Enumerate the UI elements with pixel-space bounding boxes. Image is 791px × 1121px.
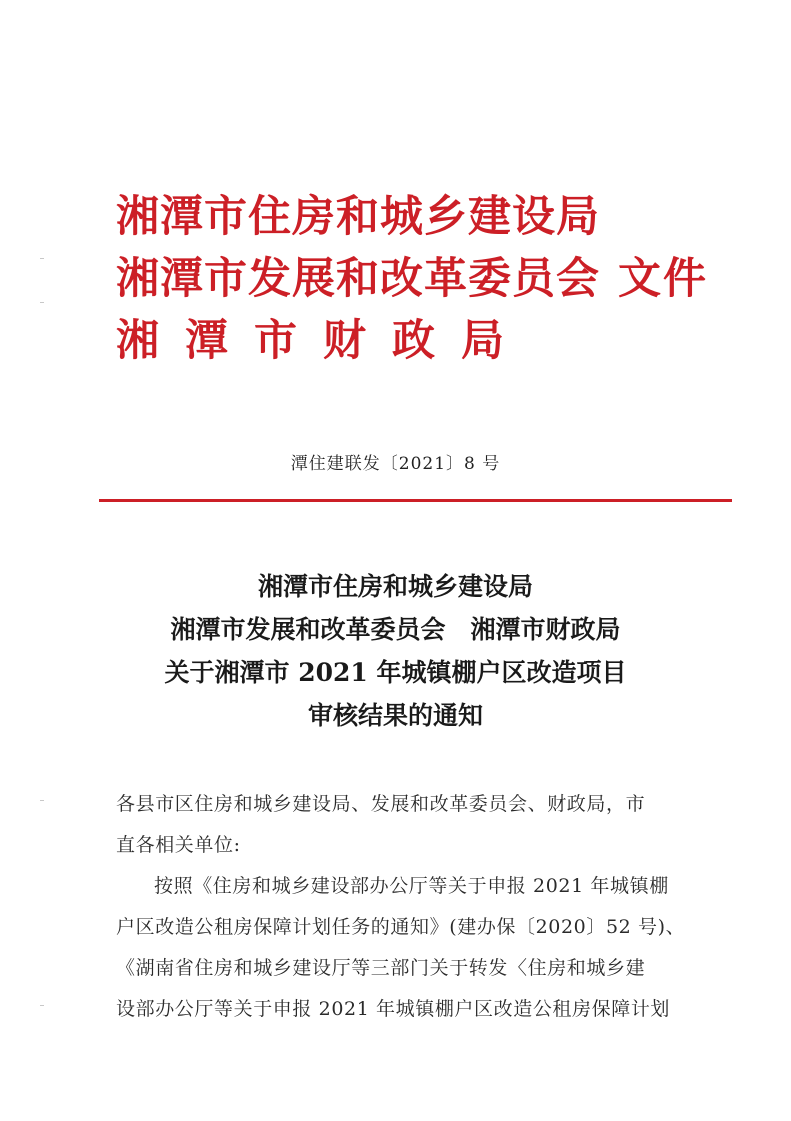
scan-speck: [40, 302, 44, 303]
title-line: 关于湘潭市 2021 年城镇棚户区改造项目: [164, 658, 627, 687]
notice-body: [116, 784, 696, 1030]
issuing-authorities-header: [116, 186, 756, 372]
notice-title: [60, 565, 731, 737]
issuer-line-finance: [116, 310, 756, 372]
issuer-housing-bureau: 湘潭市住房和城乡建设局: [116, 192, 600, 242]
body-line: 《湖南省住房和城乡建设厅等三部门关于转发〈住房和城乡建: [116, 957, 646, 979]
issuer-line-housing: [116, 186, 756, 248]
title-line: 湘潭市发展和改革委员会 湘潭市财政局: [170, 615, 621, 644]
scan-speck: [40, 800, 44, 801]
body-line: 户区改造公租房保障计划任务的通知》(建办保〔2020〕52 号)、: [116, 916, 686, 938]
issuer-finance-bureau: 湘潭市财政局: [116, 316, 530, 366]
title-line: 湘潭市住房和城乡建设局: [257, 572, 533, 601]
body-line: 设部办公厅等关于申报 2021 年城镇棚户区改造公租房保障计划: [116, 998, 671, 1020]
body-line: 按照《住房和城乡建设部办公厅等关于申报 2021 年城镇棚: [154, 875, 669, 897]
scan-speck: [40, 1005, 44, 1006]
document-word: 文件: [618, 254, 708, 304]
title-line: 审核结果的通知: [307, 701, 483, 730]
document-number: 潭住建联发〔2021〕8 号: [290, 454, 501, 474]
issuer-development-commission: 湘潭市发展和改革委员会: [116, 254, 600, 304]
body-line: 直各相关单位:: [116, 834, 241, 856]
body-line: 各县市区住房和城乡建设局、发展和改革委员会、财政局，市: [116, 793, 646, 815]
issuer-line-development: [116, 248, 756, 310]
scan-speck: [40, 258, 44, 259]
red-divider-line: [99, 499, 732, 502]
